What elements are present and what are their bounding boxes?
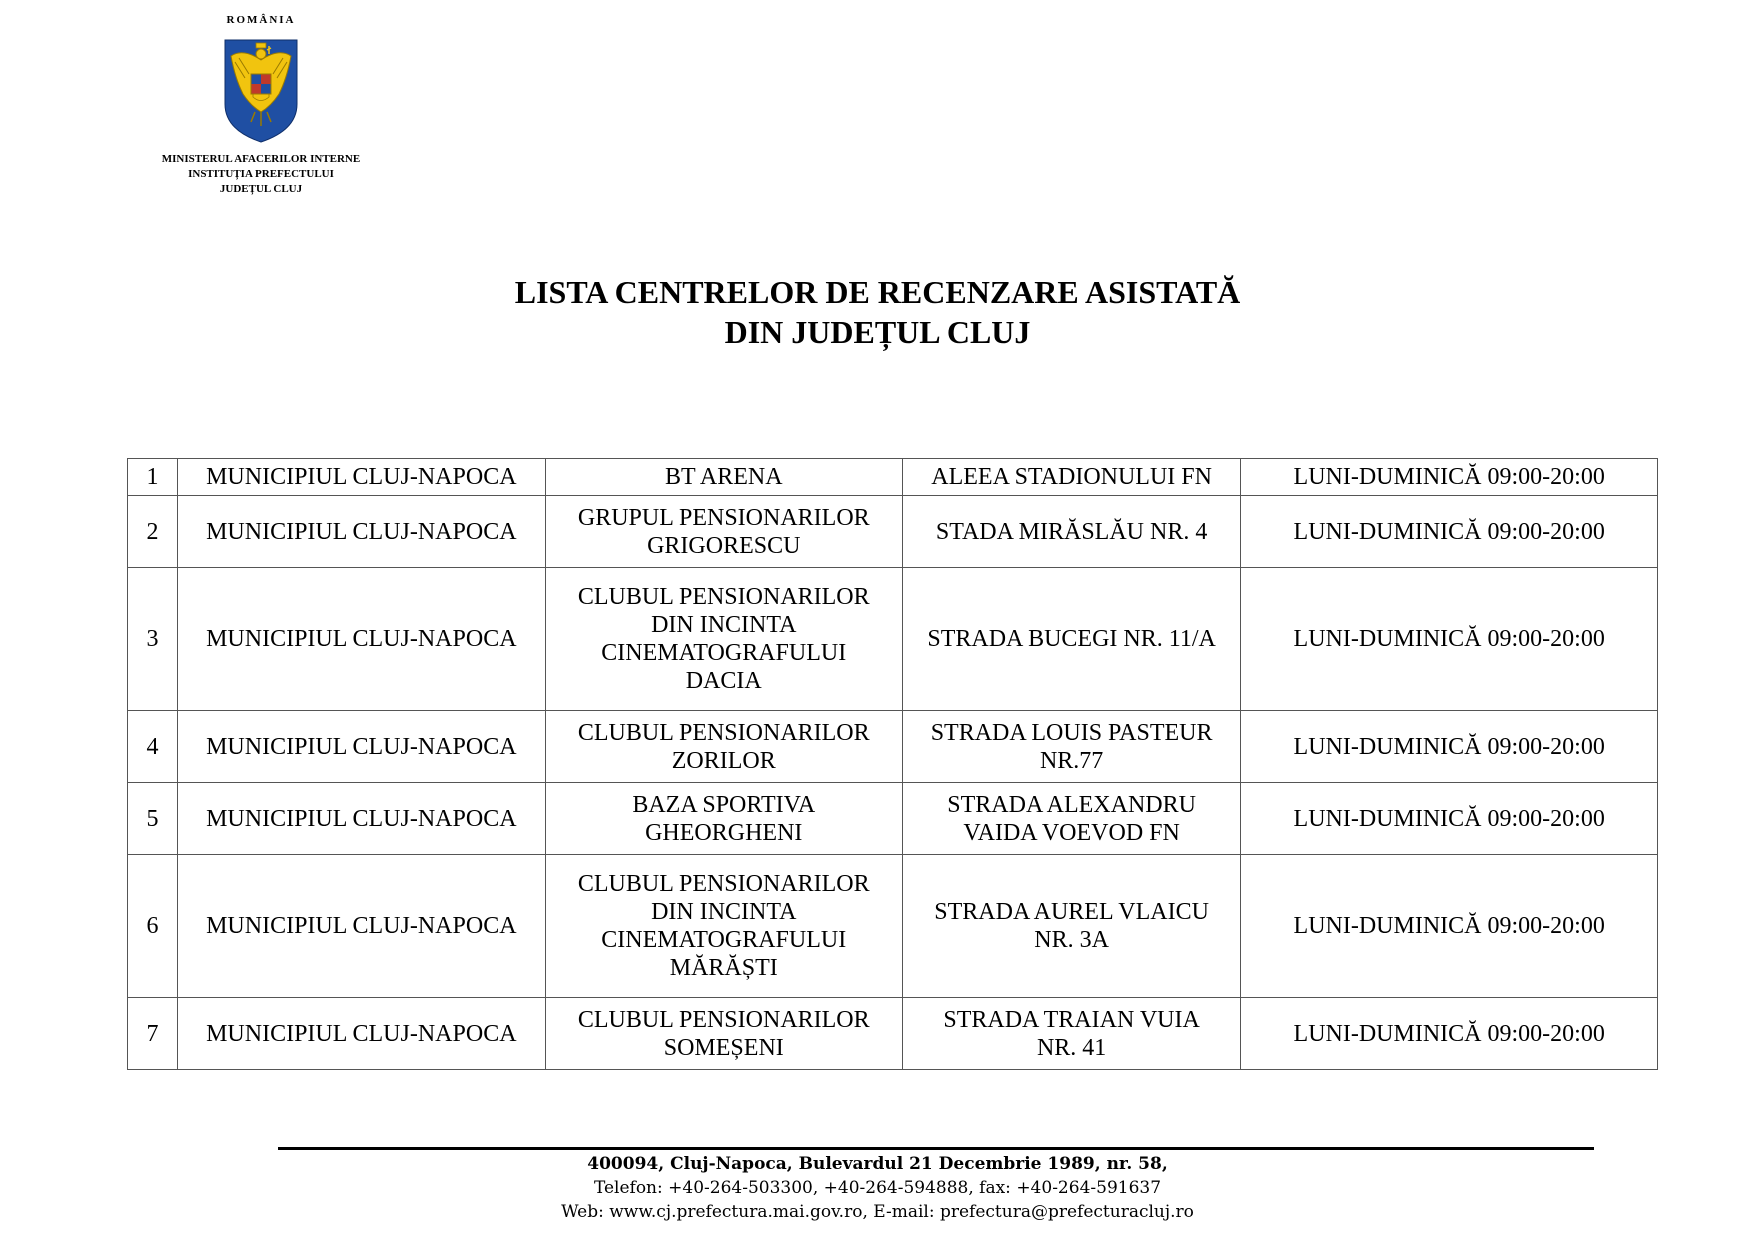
hours-cell: LUNI-DUMINICĂ 09:00-20:00 (1241, 496, 1658, 568)
address-line: STRADA AUREL VLAICU (934, 899, 1209, 925)
center-name-line: BT ARENA (664, 464, 783, 490)
locality-cell: MUNICIPIUL CLUJ-NAPOCA (177, 459, 545, 496)
center-name-line: CINEMATOGRAFULUI (601, 927, 847, 953)
table-row (128, 783, 1658, 855)
footer-web: Web: www.cj.prefectura.mai.gov.ro, E-mail: prefectura@prefecturacluj.ro (561, 1202, 1194, 1222)
address-line: VAIDA VOEVOD FN (963, 819, 1180, 846)
locality-cell: MUNICIPIUL CLUJ-NAPOCA (177, 783, 545, 855)
hours-cell: LUNI-DUMINICĂ 09:00-20:00 (1241, 998, 1658, 1070)
center-name-line: ZORILOR (671, 747, 776, 774)
address-line: NR. 3A (1034, 927, 1109, 953)
footer-address: 400094, Cluj-Napoca, Bulevardul 21 Decembrie 1989, nr. 58, (587, 1154, 1168, 1174)
center-name-cell (545, 459, 902, 496)
table-row (128, 711, 1658, 783)
county-name: JUDEȚUL CLUJ (219, 183, 303, 195)
hours-cell: LUNI-DUMINICĂ 09:00-20:00 (1241, 783, 1658, 855)
table-row (128, 855, 1658, 998)
address-line: STRADA ALEXANDRU (947, 791, 1196, 818)
address-cell (902, 711, 1240, 783)
address-line: NR. 41 (1036, 1034, 1107, 1061)
address-cell (902, 855, 1240, 998)
center-name-line: DACIA (685, 668, 762, 694)
row-number: 7 (128, 998, 178, 1070)
center-name-cell (545, 783, 902, 855)
locality-cell: MUNICIPIUL CLUJ-NAPOCA (177, 998, 545, 1070)
center-name-line: DIN INCINTA (651, 899, 797, 925)
address-cell (902, 568, 1240, 711)
ministry-name: MINISTERUL AFACERILOR INTERNE (161, 153, 361, 165)
hours-cell: LUNI-DUMINICĂ 09:00-20:00 (1241, 459, 1658, 496)
address-line: ALEEA STADIONULUI FN (931, 464, 1212, 490)
row-number: 2 (128, 496, 178, 568)
title-line-1: LISTA CENTRELOR DE RECENZARE ASISTATĂ (514, 274, 1241, 310)
center-name-line: DIN INCINTA (651, 612, 797, 638)
center-name-line: MĂRĂȘTI (669, 955, 778, 981)
row-number: 3 (128, 568, 178, 711)
locality-cell: MUNICIPIUL CLUJ-NAPOCA (177, 496, 545, 568)
center-name-cell (545, 855, 902, 998)
row-number: 4 (128, 711, 178, 783)
center-name-line: CLUBUL PENSIONARILOR (577, 719, 870, 746)
center-name-line: SOMEȘENI (663, 1034, 784, 1061)
table-row (128, 459, 1658, 496)
center-name-cell (545, 998, 902, 1070)
row-number: 1 (128, 459, 178, 496)
locality-cell: MUNICIPIUL CLUJ-NAPOCA (177, 568, 545, 711)
document-title (0, 272, 1755, 352)
row-number: 5 (128, 783, 178, 855)
center-name-cell (545, 496, 902, 568)
address-line: STRADA BUCEGI NR. 11/A (927, 626, 1216, 652)
address-line: STADA MIRĂSLĂU NR. 4 (935, 518, 1208, 545)
table-row (128, 568, 1658, 711)
locality-cell: MUNICIPIUL CLUJ-NAPOCA (177, 855, 545, 998)
center-name-line: GRIGORESCU (647, 532, 801, 559)
center-name-line: CLUBUL PENSIONARILOR (577, 1006, 870, 1033)
address-line: NR.77 (1039, 747, 1104, 774)
table-row (128, 496, 1658, 568)
footer-contact (0, 1152, 1755, 1224)
institution-header (150, 14, 372, 197)
center-name-line: CLUBUL PENSIONARILOR (577, 871, 870, 897)
hours-cell: LUNI-DUMINICĂ 09:00-20:00 (1241, 711, 1658, 783)
center-name-cell (545, 568, 902, 711)
address-cell (902, 783, 1240, 855)
address-cell (902, 496, 1240, 568)
center-name-line: CLUBUL PENSIONARILOR (577, 584, 870, 610)
coat-of-arms-icon (221, 34, 301, 144)
center-name-line: GHEORGHENI (645, 819, 803, 846)
center-name-line: CINEMATOGRAFULUI (601, 640, 847, 666)
hours-cell: LUNI-DUMINICĂ 09:00-20:00 (1241, 855, 1658, 998)
address-cell (902, 459, 1240, 496)
census-centers-table (127, 458, 1658, 1070)
footer-divider (278, 1147, 1594, 1150)
locality-cell: MUNICIPIUL CLUJ-NAPOCA (177, 711, 545, 783)
center-name-cell (545, 711, 902, 783)
row-number: 6 (128, 855, 178, 998)
address-cell (902, 998, 1240, 1070)
title-line-2: DIN JUDEȚUL CLUJ (724, 314, 1031, 350)
center-name-line: BAZA SPORTIVA (632, 791, 816, 818)
table-row (128, 998, 1658, 1070)
footer-phones: Telefon: +40-264-503300, +40-264-594888, fax: +40-264-591637 (593, 1178, 1162, 1198)
address-line: STRADA TRAIAN VUIA (943, 1006, 1200, 1033)
institution-name: INSTITUȚIA PREFECTULUI (188, 168, 334, 180)
address-line: STRADA LOUIS PASTEUR (930, 719, 1213, 746)
center-name-line: GRUPUL PENSIONARILOR (577, 504, 870, 531)
country-label: ROMÂNIA (226, 14, 296, 26)
hours-cell: LUNI-DUMINICĂ 09:00-20:00 (1241, 568, 1658, 711)
